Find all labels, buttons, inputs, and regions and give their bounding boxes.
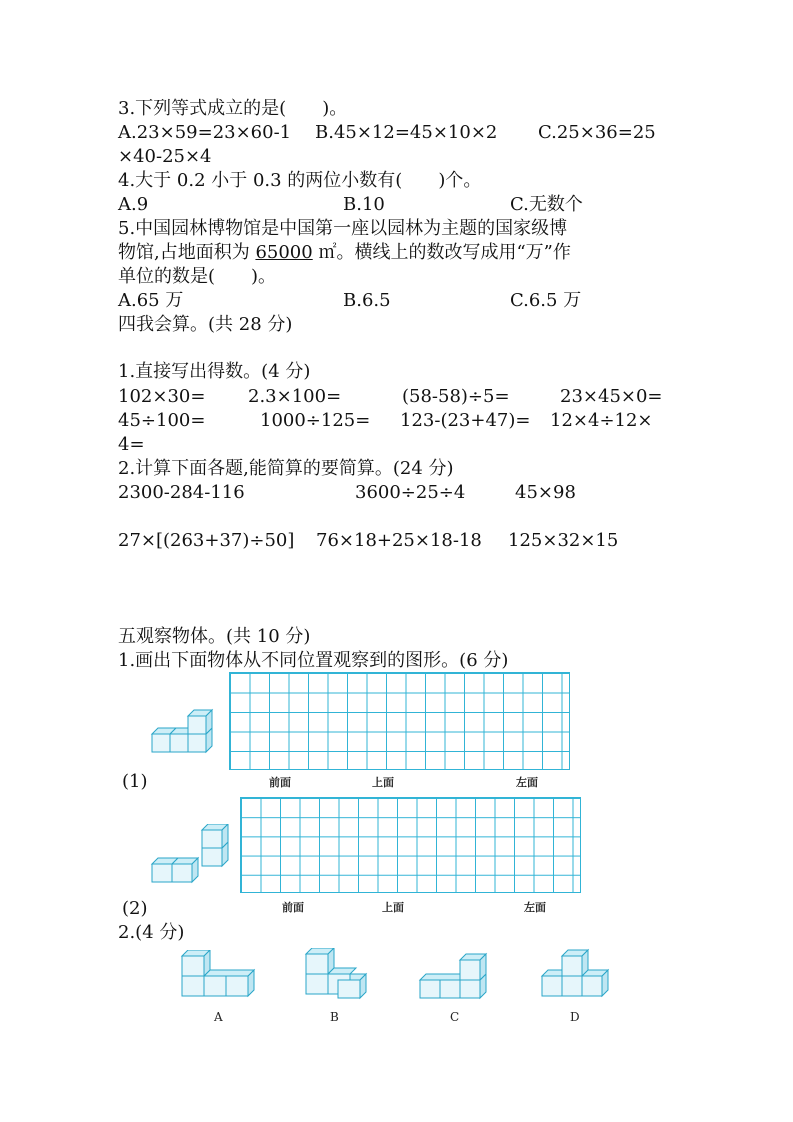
q3-option-c: C.25×36=25 — [538, 122, 656, 143]
grid1-top-label: 上面 — [372, 776, 394, 789]
q4-option-a: A.9 — [118, 194, 149, 215]
q5-option-a: A.65 万 — [118, 290, 184, 311]
section4-part2-title: 2.计算下面各题,能简算的要简算。(24 分) — [118, 458, 454, 479]
calc-2: 2.3×100= — [248, 386, 342, 407]
q4-option-c: C.无数个 — [510, 194, 583, 215]
calc-7: 123-(23+47)= — [400, 410, 531, 431]
calc-8-cont: 4= — [118, 434, 145, 455]
option-b-label: B — [330, 1010, 339, 1024]
calc-3: (58-58)÷5= — [402, 386, 510, 407]
figure-2-label: (2) — [122, 898, 148, 919]
option-a-figure — [178, 950, 258, 1002]
section5-title: 五观察物体。(共 10 分) — [118, 626, 311, 647]
q3-option-a: A.23×59=23×60-1 — [118, 122, 292, 143]
q5-option-c: C.6.5 万 — [510, 290, 582, 311]
section5-part1-title: 1.画出下面物体从不同位置观察到的图形。(6 分) — [118, 650, 509, 671]
calc-8: 12×4÷12× — [550, 410, 653, 431]
q4-option-b: B.10 — [343, 194, 385, 215]
compute-2: 3600÷25÷4 — [355, 482, 466, 503]
option-c-figure — [416, 952, 496, 1002]
drawing-grid-1[interactable] — [229, 672, 570, 770]
q5-option-b: B.6.5 — [343, 290, 391, 311]
calc-4: 23×45×0= — [560, 386, 663, 407]
cube-figure-2 — [146, 824, 236, 888]
option-b-figure — [302, 948, 372, 1002]
q5-line1: 5.中国园林博物馆是中国第一座以园林为主题的国家级博 — [118, 218, 568, 239]
calc-1: 102×30= — [118, 386, 206, 407]
grid1-left-label: 左面 — [516, 776, 538, 789]
compute-6: 125×32×15 — [508, 530, 619, 551]
q3-option-b: B.45×12=45×10×2 — [315, 122, 498, 143]
option-d-figure — [538, 946, 614, 1002]
q5-underlined-number: 65000 — [255, 242, 313, 263]
section4-title: 四我会算。(共 28 分) — [118, 314, 293, 335]
q4-stem: 4.大于 0.2 小于 0.3 的两位小数有( )个。 — [118, 170, 482, 191]
drawing-grid-2[interactable] — [240, 797, 581, 893]
compute-5: 76×18+25×18-18 — [316, 530, 482, 551]
grid2-top-label: 上面 — [382, 901, 404, 914]
q3-option-c-cont: ×40-25×4 — [118, 146, 212, 167]
q3-stem: 3.下列等式成立的是( )。 — [118, 98, 348, 119]
section5-part2-title: 2.(4 分) — [118, 922, 185, 943]
figure-1-label: (1) — [122, 771, 148, 792]
q5-line2 — [118, 242, 571, 264]
cube-figure-1 — [146, 704, 226, 764]
calc-5: 45÷100= — [118, 410, 206, 431]
q5-line3: 单位的数是( )。 — [118, 266, 277, 287]
compute-4: 27×[(263+37)÷50] — [118, 530, 295, 551]
option-a-label: A — [214, 1010, 223, 1024]
q5-line2-unit: ㎡。横线上的数改写成用“万”作 — [312, 242, 571, 263]
calc-6: 1000÷125= — [260, 410, 371, 431]
section4-part1-title: 1.直接写出得数。(4 分) — [118, 361, 311, 382]
option-d-label: D — [570, 1010, 580, 1024]
compute-3: 45×98 — [515, 482, 576, 503]
q5-line2-pre: 物馆,占地面积为 — [118, 242, 256, 263]
grid2-front-label: 前面 — [282, 901, 304, 914]
grid2-left-label: 左面 — [524, 901, 546, 914]
grid1-front-label: 前面 — [269, 776, 291, 789]
option-c-label: C — [450, 1010, 460, 1024]
compute-1: 2300-284-116 — [118, 482, 245, 503]
